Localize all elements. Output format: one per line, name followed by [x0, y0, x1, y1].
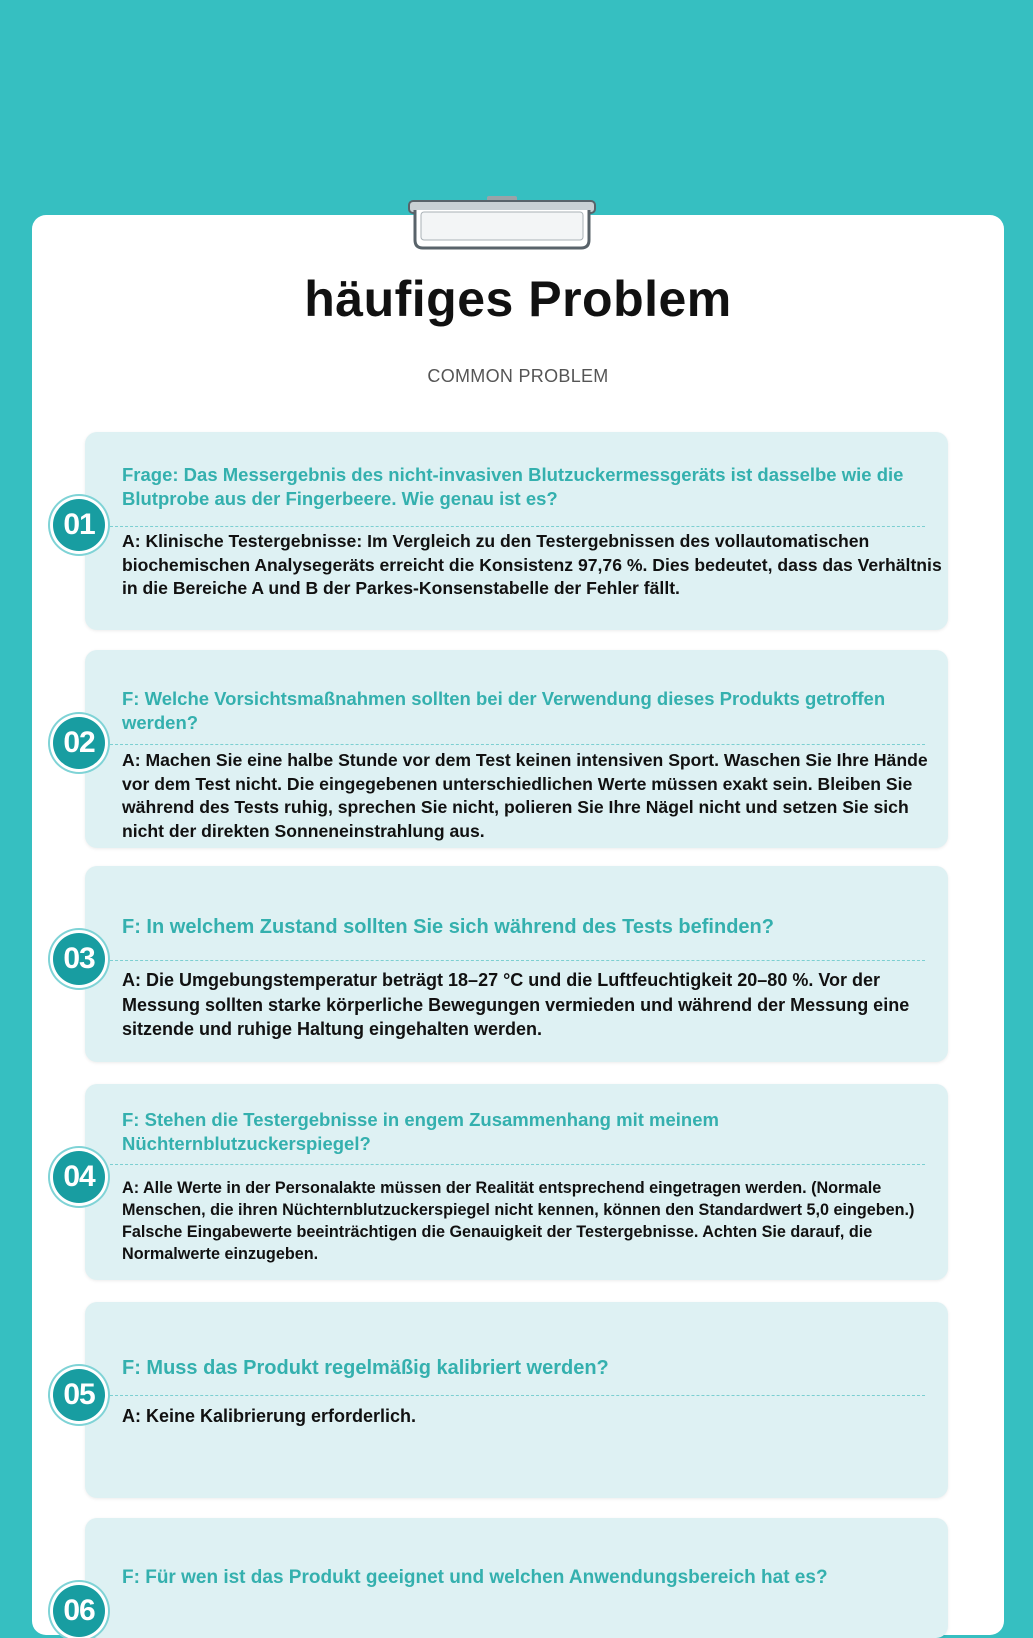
- faq-card-05: [85, 1302, 948, 1498]
- faq-question-04: F: Stehen die Testergebnisse in engem Zusammenhang mit meinem Nüchternblutzuckerspiegel?: [122, 1109, 719, 1154]
- faq-divider-05: [110, 1395, 925, 1396]
- faq-answer-01: A: Klinische Testergebnisse: Im Vergleich zu den Testergebnissen des vollautomatischen biochemischen Analysegeräts erreicht die Konsistenz 97,76 %. Dies bedeutet, dass das Verhältnis in die Bereiche A und B der Parkes-Konsenstabelle der Fehler fällt.: [122, 531, 942, 598]
- faq-question-05: F: Muss das Produkt regelmäßig kalibriert werden?: [122, 1357, 609, 1379]
- faq-question-06: F: Für wen ist das Produkt geeignet und welchen Anwendungsbereich hat es?: [122, 1567, 828, 1588]
- faq-answer-04: A: Alle Werte in der Personalakte müssen der Realität entsprechend eingetragen werden. (Normale Menschen, die ihren Nüchternblutzuckerspiegel nicht kennen, können den Standardwert 5,0 eingeben.) Falsche Eingabewerte beeinträchtigen die Genauigkeit der Testergebnisse. Achten Sie darauf, die Normalwerte einzugeben.: [122, 1179, 915, 1263]
- faq-divider-01: [110, 526, 925, 527]
- faq-number-badge-05: 05: [53, 1369, 105, 1421]
- faq-question-02: F: Welche Vorsichtsmaßnahmen sollten bei der Verwendung dieses Produkts getroffen werden?: [122, 688, 886, 733]
- faq-question-03: F: In welchem Zustand sollten Sie sich während des Tests befinden?: [122, 916, 774, 938]
- faq-divider-03: [110, 960, 925, 961]
- faq-number-badge-02: 02: [53, 717, 105, 769]
- page-title: häufiges Problem: [304, 271, 732, 327]
- faq-question-01: Frage: Das Messergebnis des nicht-invasiven Blutzuckermessgeräts ist dasselbe wie die Blutprobe aus der Fingerbeere. Wie genau ist es?: [122, 464, 904, 509]
- faq-divider-02: [110, 744, 925, 745]
- faq-number-badge-06: 06: [53, 1585, 105, 1637]
- faq-answer-03: A: Die Umgebungstemperatur beträgt 18–27 °C und die Luftfeuchtigkeit 20–80 %. Vor der Messung sollten starke körperliche Bewegungen vermieden und während der Messung eine sitzende und ruhige Haltung eingehalten werden.: [122, 970, 910, 1039]
- faq-number-badge-01: 01: [53, 499, 105, 551]
- page-subtitle: COMMON PROBLEM: [427, 366, 609, 386]
- faq-divider-04: [110, 1164, 925, 1165]
- faq-number-badge-03: 03: [53, 933, 105, 985]
- faq-answer-05: A: Keine Kalibrierung erforderlich.: [122, 1406, 417, 1426]
- clipboard-clip-icon: [407, 196, 597, 252]
- faq-answer-02: A: Machen Sie eine halbe Stunde vor dem Test keinen intensiven Sport. Waschen Sie Ihre Hände vor dem Test nicht. Die eingegebenen unterschiedlichen Werte müssen exakt sein. Bleiben Sie während des Tests ruhig, sprechen Sie nicht, polieren Sie Ihre Nägel nicht und setzen Sie sich nicht der direkten Sonneneinstrahlung aus.: [122, 750, 928, 841]
- faq-number-badge-04: 04: [53, 1151, 105, 1203]
